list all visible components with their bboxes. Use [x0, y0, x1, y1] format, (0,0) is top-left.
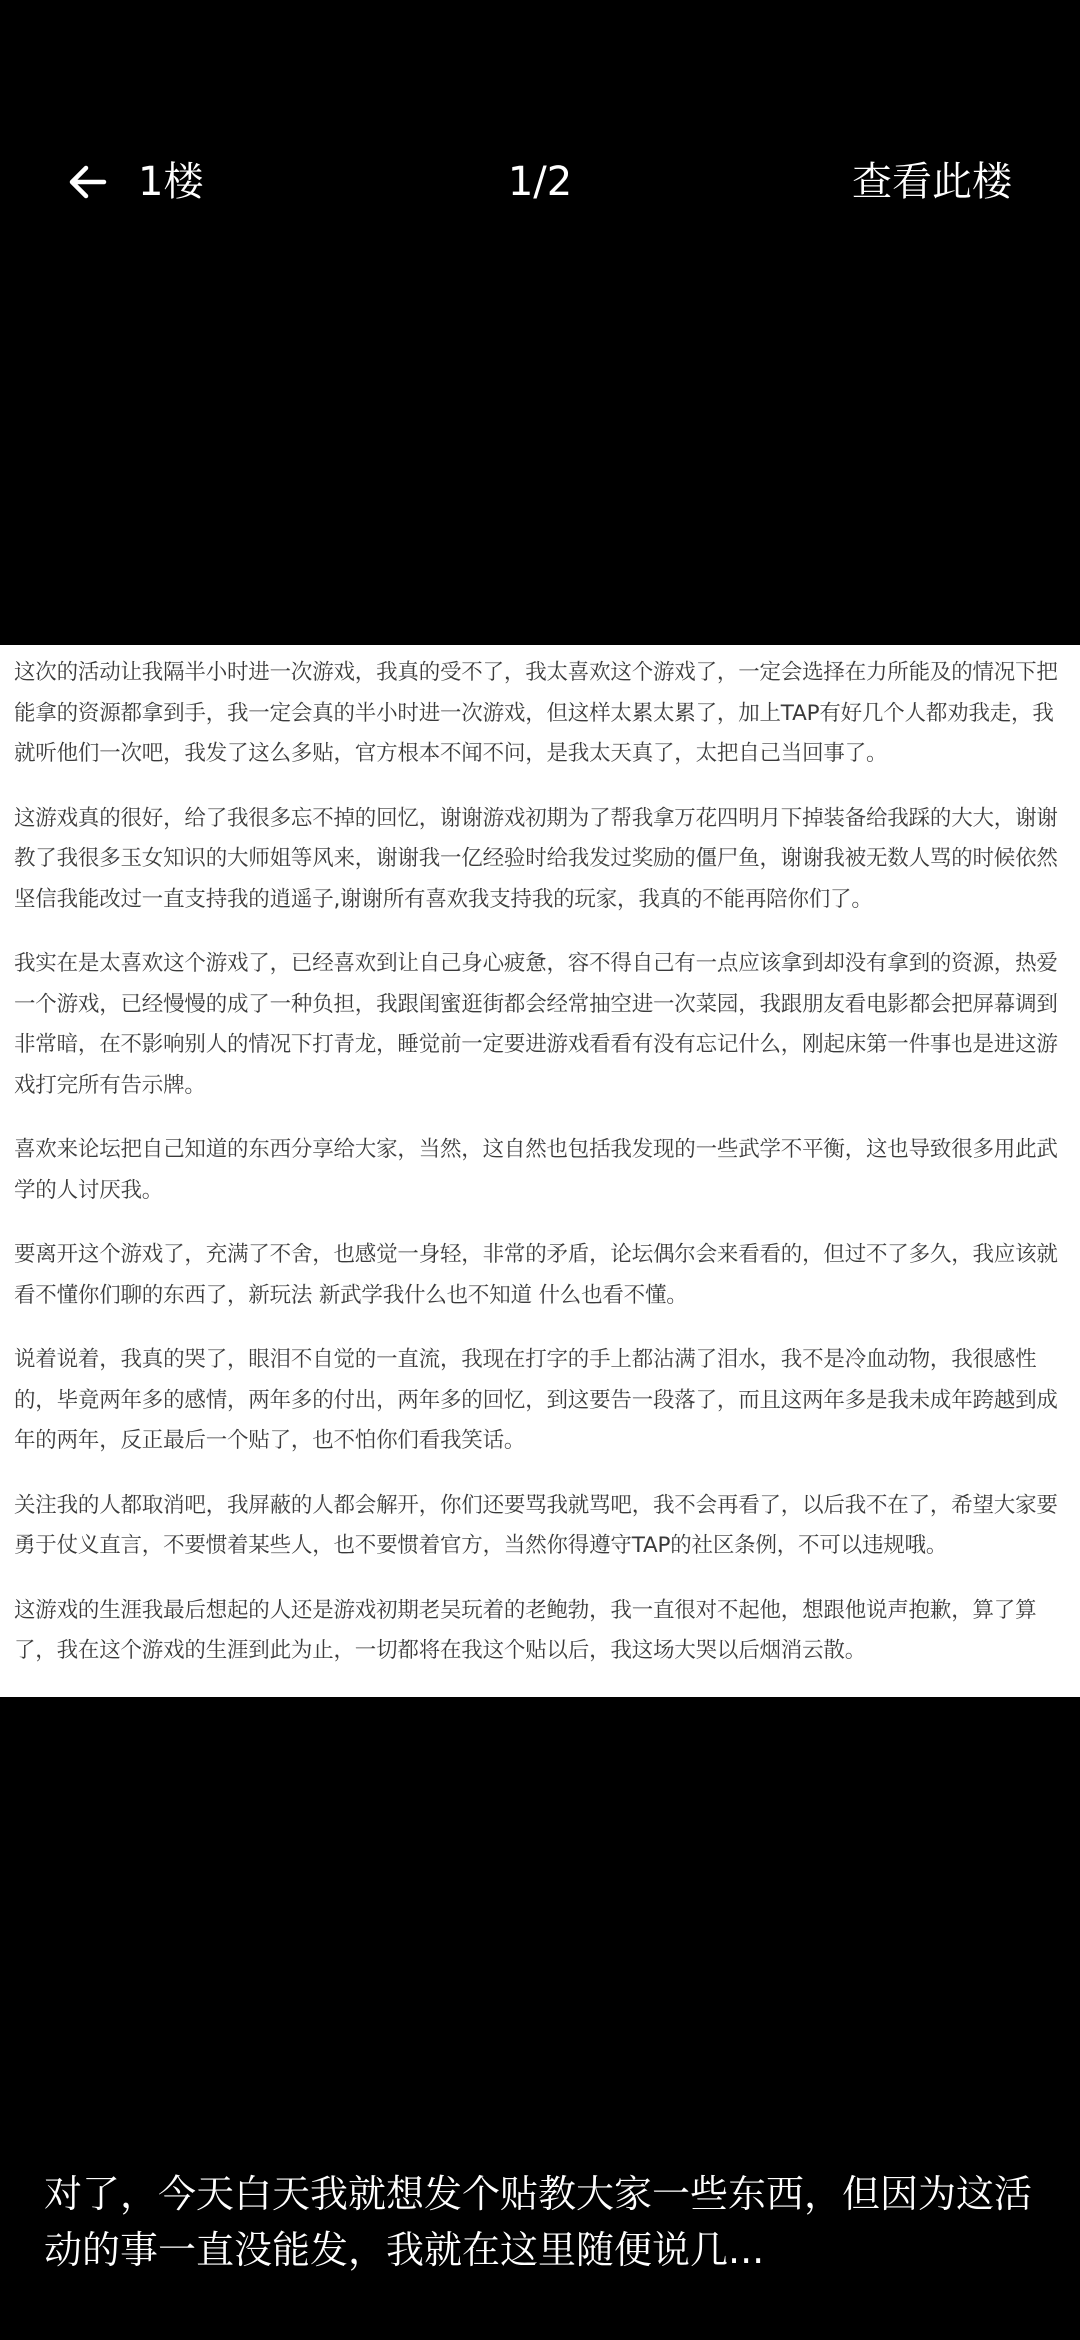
article-paragraph: 喜欢来论坛把自己知道的东西分享给大家，当然，这自然也包括我发现的一些武学不平衡，这也导致很多用此武学的人讨厌我。 — [14, 1137, 1058, 1203]
top-bar — [0, 130, 1080, 238]
floor-label: 1楼 — [138, 159, 204, 205]
post-caption[interactable]: 对了，今天白天我就想发个贴教大家一些东西，但因为这活动的事一直没能发，我就在这里随便说几... — [44, 2172, 1033, 2272]
article-paragraph: 关注我的人都取消吧，我屏蔽的人都会解开，你们还要骂我就骂吧，我不会再看了，以后我不在了，希望大家要勇于仗义直言，不要惯着某些人，也不要惯着官方，当然你得遵守TAP的社区条例，不可以违规哦。 — [14, 1492, 1058, 1558]
article-paragraph: 说着说着，我真的哭了，眼泪不自觉的一直流，我现在打字的手上都沾满了泪水，我不是冷血动物，我很感性的，毕竟两年多的感情，两年多的付出，两年多的回忆，到这要告一段落了，而且这两年多是我未成年跨越到成年的两年，反正最后一个贴了，也不怕你们看我笑话。 — [14, 1347, 1058, 1453]
arrow-left-icon — [64, 158, 112, 206]
article-paragraph: 这游戏真的很好，给了我很多忘不掉的回忆，谢谢游戏初期为了帮我拿万花四明月下掉装备给我踩的大大，谢谢教了我很多玉女知识的大师姐等风来，谢谢我一亿经验时给我发过奖励的僵尸鱼，谢谢我被无数人骂的时候依然坚信我能改过一直支持我的逍遥子,谢谢所有喜欢我支持我的玩家，我真的不能再陪你们了。 — [14, 805, 1058, 912]
article-paragraph: 要离开这个游戏了，充满了不舍，也感觉一身轻，非常的矛盾，论坛偶尔会来看看的，但过不了多久，我应该就看不懂你们聊的东西了，新玩法 新武学我什么也不知道 什么也看不懂。 — [14, 1242, 1058, 1308]
page-indicator: 1/2 — [507, 159, 573, 205]
back-button[interactable] — [58, 152, 118, 212]
article-paragraph: 这游戏的生涯我最后想起的人还是游戏初期老吴玩着的老鲍勃，我一直很对不起他，想跟他说声抱歉，算了算了，我在这个游戏的生涯到此为止，一切都将在我这个贴以后，我这场大哭以后烟消云散。 — [14, 1597, 1037, 1663]
article-paragraph: 我实在是太喜欢这个游戏了，已经喜欢到让自己身心疲惫，容不得自己有一点应该拿到却没有拿到的资源，热爱一个游戏，已经慢慢的成了一种负担，我跟闺蜜逛街都会经常抽空进一次菜园，我跟朋友看电影都会把屏幕调到非常暗，在不影响别人的情况下打青龙，睡觉前一定要进游戏看看有没有忘记什么，刚起床第一件事也是进这游戏打完所有告示牌。 — [14, 951, 1058, 1098]
view-floor-button[interactable]: 查看此楼 — [852, 159, 1012, 205]
article-paragraph: 这次的活动让我隔半小时进一次游戏，我真的受不了，我太喜欢这个游戏了，一定会选择在力所能及的情况下把能拿的资源都拿到手，我一定会真的半小时进一次游戏，但这样太累太累了，加上TAP有好几个人都劝我走，我就听他们一次吧，我发了这么多贴，官方根本不闻不问，是我太天真了，太把自己当回事了。 — [14, 660, 1058, 766]
post-image[interactable] — [0, 645, 1080, 1697]
